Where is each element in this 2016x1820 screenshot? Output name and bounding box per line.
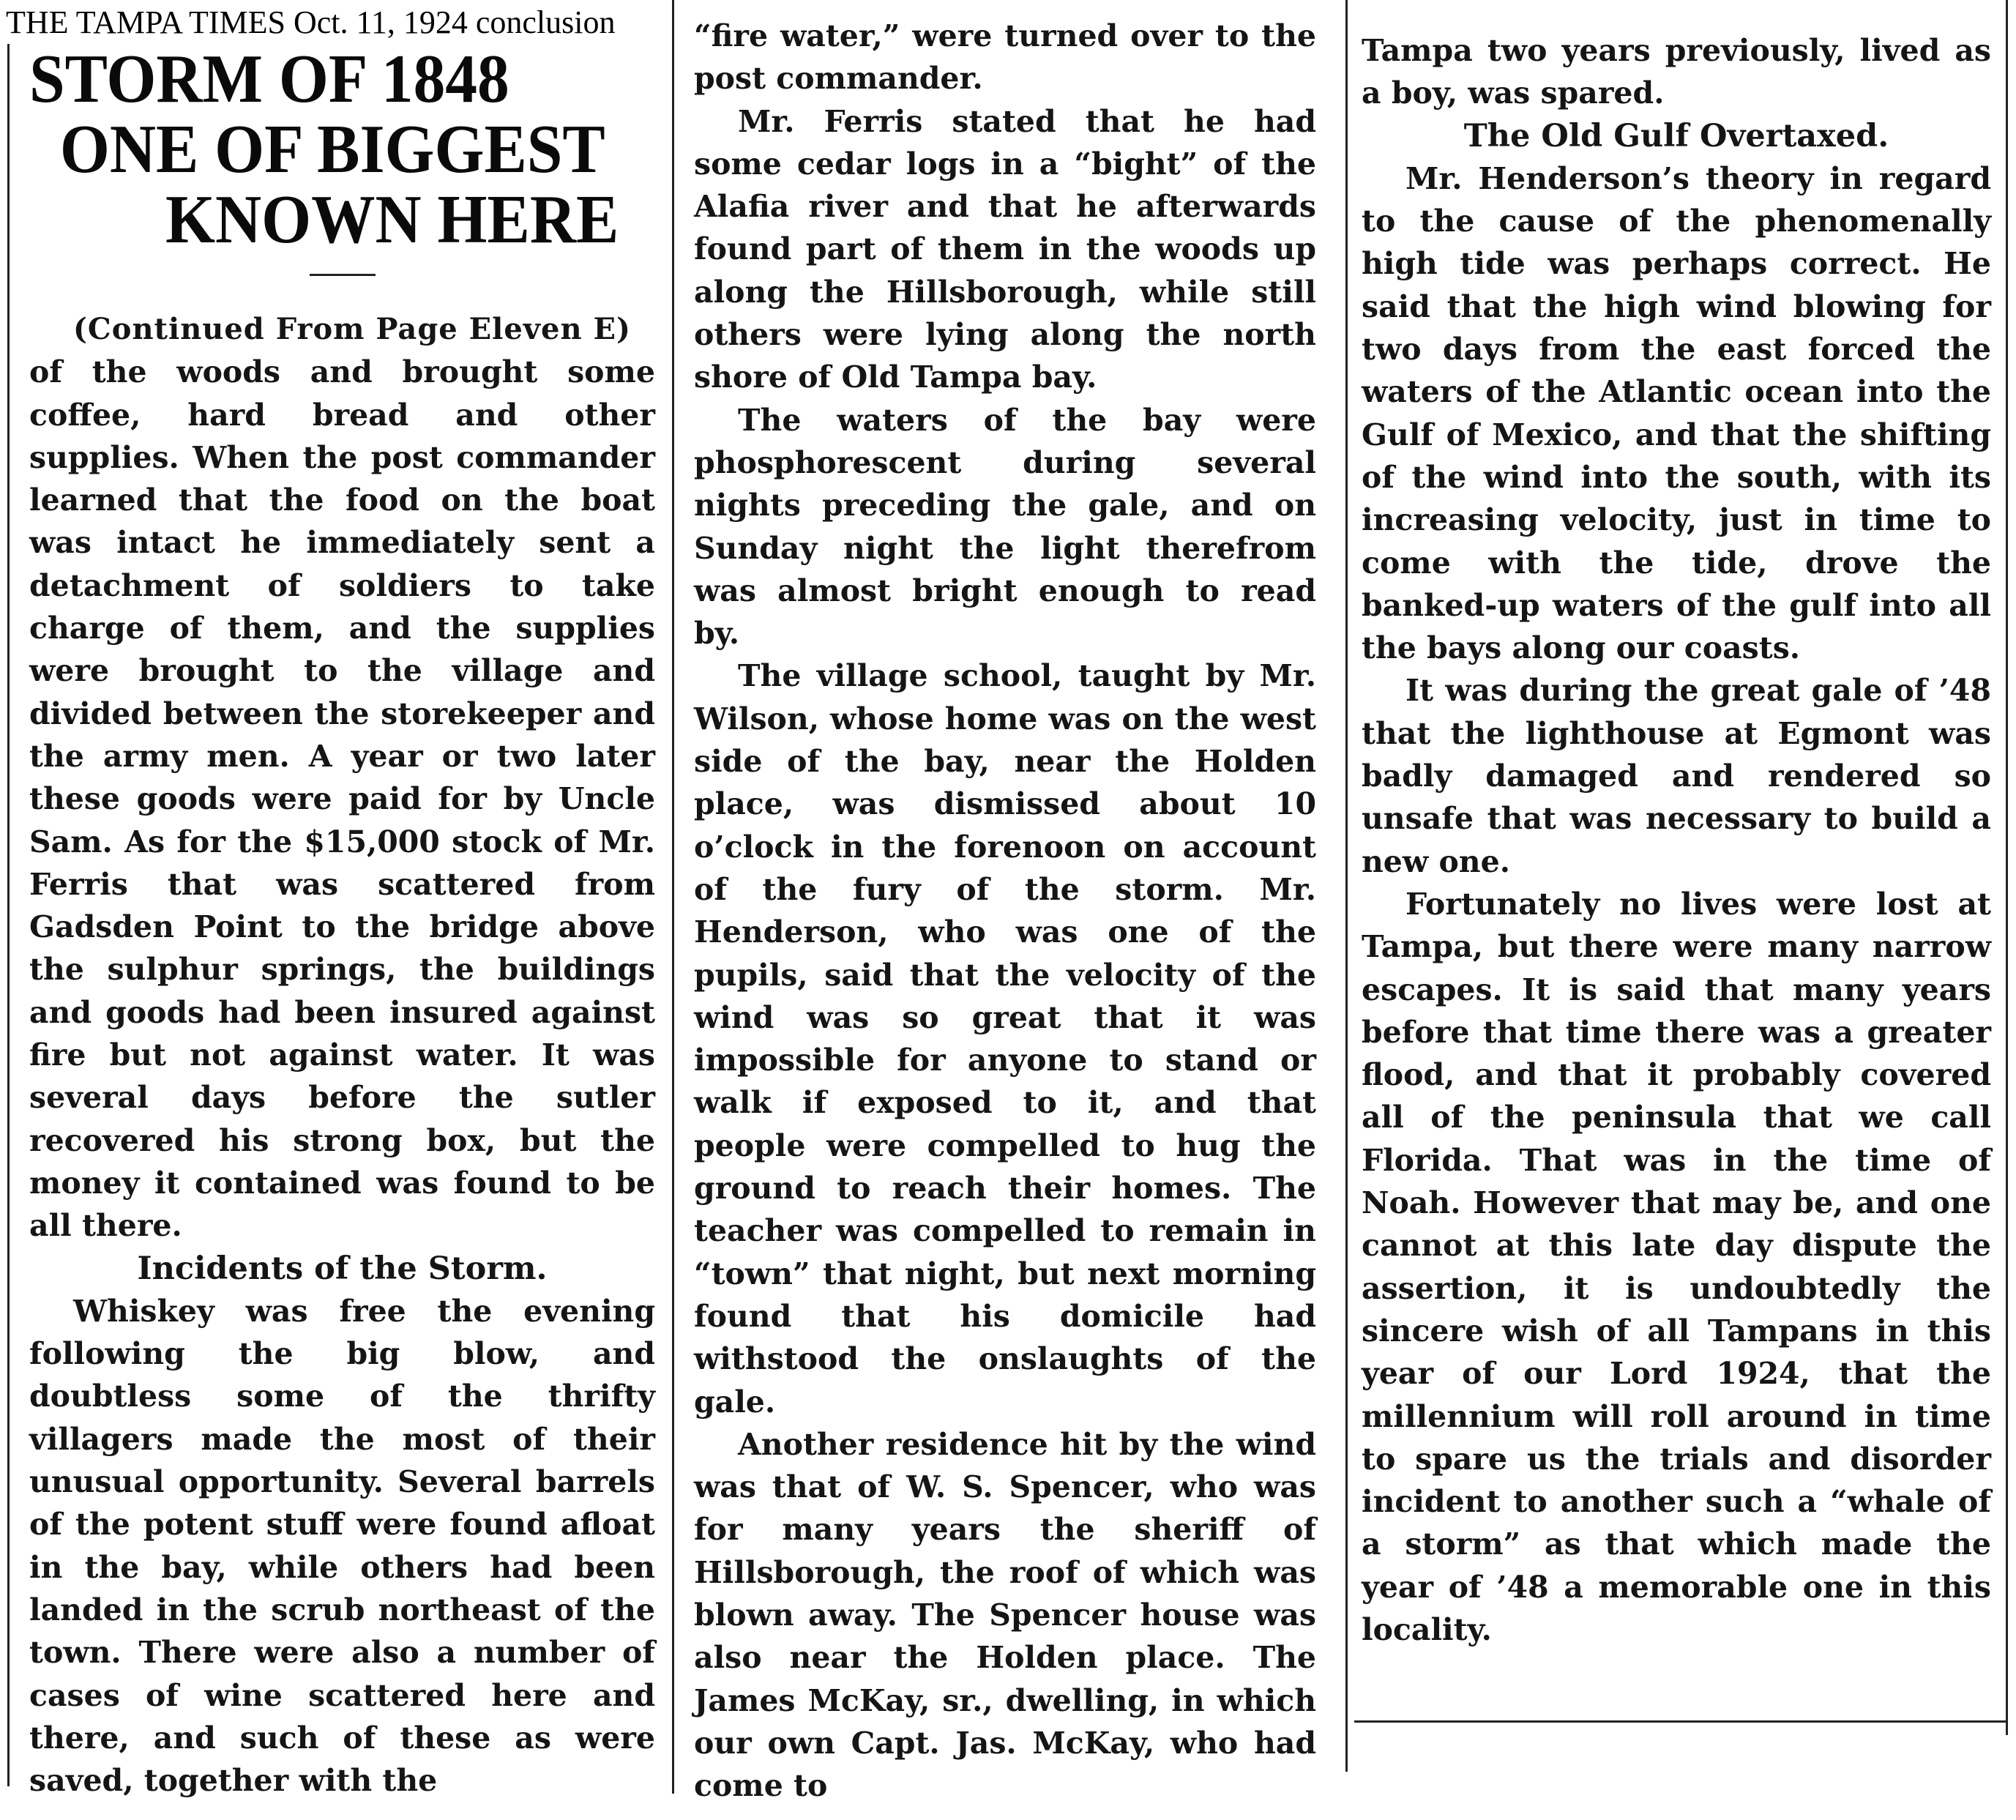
paragraph: Whiskey was free the evening following the big blow, and doubtless some of the thrifty villagers made the most of their unusual opportunity. Several barrels of the potent stuff were found afloat in the bay, while others had been landed in the scrub northeast of the town. There were also a number of cases of wine scattered here and there, and such of these as were saved, together with the	[29, 1293, 655, 1799]
paragraph: Mr. Henderson’s theory in regard to the cause of the phenomenally high tide was perhaps correct. He said that the high wind blowing for two days from the east forced the waters of the Atlantic ocean into the Gulf of Mexico, and that the shifting of the wind into the south, with its increasing velocity, just in time to come with the tide, drove the banked-up waters of the gulf into all the bays along our coasts.	[1362, 160, 1991, 666]
paragraph: Another residence hit by the wind was that of W. S. Spencer, who was for many years the sheriff of Hillsborough, the roof of which was blown away. The Spencer house was also near the Holden place. The James McKay, sr., dwelling, in which our own Capt. Jas. McKay, who had come to	[694, 1426, 1316, 1804]
headline-line-3: KNOWN HERE	[165, 182, 619, 258]
article-column-2	[694, 0, 1316, 1816]
column-rule	[672, 0, 674, 1794]
continued-note: (Continued From Page Eleven E)	[73, 312, 631, 346]
paragraph: Mr. Ferris stated that he had some cedar logs in a “bight” of the Alafia river and that he afterwards found part of them in the woods up along the Hillsborough, while still others were lying along the north shore of Old Tampa bay.	[694, 103, 1316, 395]
column-rule	[7, 44, 10, 1786]
article-column-3	[1362, 0, 1991, 1816]
headline	[29, 41, 655, 258]
paragraph: Fortunately no lives were lost at Tampa, but there were many narrow escapes. It is said that many years before that time there was a greater flood, and that it probably covered all of the peninsula that we call Florida. That was in the time of Noah. However that may be, and one cannot at this late day dispute the assertion, it is undoubtedly the sincere wish of all Tampans in this year of our Lord 1924, that the millennium will roll around in time to spare us the trials and disorder incident to another such a “whale of a storm” as that which made the year of ’48 a memorable one in this locality.	[1362, 886, 1991, 1647]
subheading: The Old Gulf Overtaxed.	[1463, 117, 1889, 154]
headline-line-2: ONE OF BIGGEST	[59, 111, 605, 187]
article-column-1	[29, 0, 655, 1816]
paragraph: The waters of the bay were phosphorescent during several nights preceding the gale, and on Sunday night the light therefrom was almost bright enough to read by.	[694, 402, 1316, 652]
paragraph: of the woods and brought some coffee, hard bread and other supplies. When the post commander learned that the food on the boat was intact he immediately sent a detachment of soldiers to take charge of them, and the supplies were brought to the village and divided between the storekeeper and the army men. A year or two later these goods were paid for by Uncle Sam. As for the $15,000 stock of Mr. Ferris that was scattered from Gadsden Point to the bridge above the sulphur springs, the buildings and goods had been insured against fire but not against water. It was several days before the sutler recovered his strong box, but the money it contained was found to be all there.	[29, 354, 655, 1244]
headline-divider	[310, 274, 376, 276]
paragraph: The village school, taught by Mr. Wilson, whose home was on the west side of the bay, near the Holden place, was dismissed about 10 o’clock in the forenoon on account of the fury of the storm. Mr. Henderson, who was one of the pupils, said that the velocity of the wind was so great that it was impossible for anyone to stand or walk if exposed to it, and that people were compelled to hug the ground to reach their homes. The teacher was compelled to remain in “town” that night, but next morning found that his domicile had withstood the onslaughts of the gale.	[694, 658, 1316, 1420]
column-rule	[1345, 0, 1348, 1772]
paragraph: It was during the great gale of ’48 that the lighthouse at Egmont was badly damaged and rendered so unsafe that was necessary to build a new one.	[1362, 673, 1991, 879]
paragraph: Tampa two years previously, lived as a boy, was spared.	[1362, 33, 1991, 111]
subheading: Incidents of the Storm.	[137, 1250, 548, 1287]
paragraph: “fire water,” were turned over to the post commander.	[694, 18, 1316, 97]
headline-line-1: STORM OF 1848	[29, 41, 509, 117]
column-rule	[2006, 0, 2008, 1735]
dateline: THE TAMPA TIMES Oct. 11, 1924 conclusion	[6, 4, 616, 40]
